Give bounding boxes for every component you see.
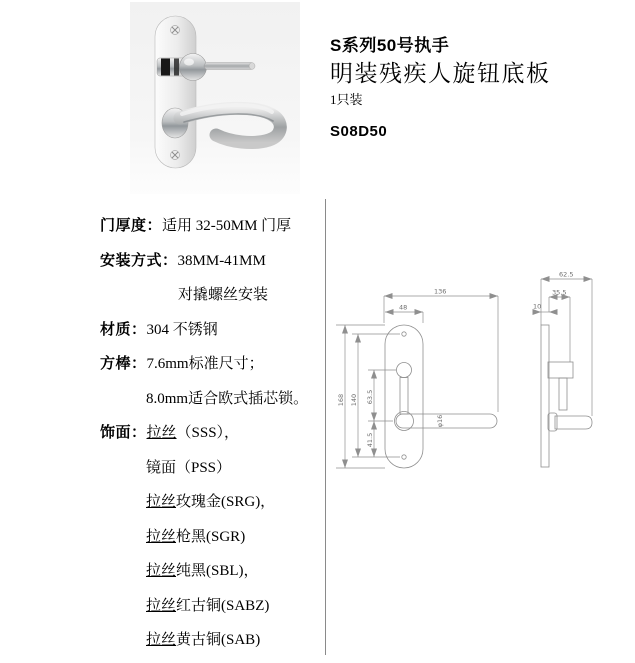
spec-value: 8.0mm适合欧式插芯锁。 — [146, 390, 309, 407]
spec-line-finish-sss — [100, 421, 335, 441]
side-view-outline — [541, 325, 592, 467]
spec-value: 38MM-41MM — [177, 252, 266, 269]
dim-plate-thickness: 10 — [533, 302, 542, 311]
title-block — [330, 36, 630, 141]
spec-value: 玫瑰金(SRG)， — [176, 494, 276, 510]
spec-value-underlined: 拉丝 — [146, 425, 177, 441]
spec-label: 饰面： — [100, 424, 147, 441]
pack-quantity: 1只装 — [330, 92, 363, 107]
front-view-outline — [385, 325, 497, 468]
spec-value-underlined: 拉丝 — [146, 494, 177, 510]
spec-label: 门厚度： — [100, 217, 163, 234]
spec-line-finish-pss — [100, 456, 335, 476]
spec-value: 纯黑(SBL)， — [176, 563, 259, 579]
spec-line-spindle — [100, 352, 335, 372]
photo-plate — [155, 16, 196, 168]
spec-label: 材质： — [100, 320, 147, 338]
spec-value: （SSS）， — [176, 425, 240, 441]
front-view-dimensions — [336, 296, 498, 468]
spec-line-finish-sgr — [100, 525, 335, 545]
spec-label: 方棒： — [100, 355, 147, 372]
dim-knob-to-handle: 63.5 — [366, 389, 374, 405]
spec-value: 7.6mm标准尺寸； — [146, 356, 264, 372]
spec-line-installation-cont — [100, 283, 335, 303]
spec-value-underlined: 拉丝 — [146, 528, 177, 545]
spec-line-installation — [100, 249, 335, 269]
spec-value-underlined: 拉丝 — [146, 597, 177, 614]
dim-screw-spacing: 140 — [350, 393, 358, 407]
spec-line-finish-sbl — [100, 559, 335, 579]
photo-screw-bottom — [171, 151, 180, 160]
spec-line-spindle-cont — [100, 387, 335, 407]
section-divider — [325, 199, 326, 655]
spec-value-underlined: 拉丝 — [146, 563, 177, 579]
photo-screw-top — [171, 26, 180, 35]
dim-total-height: 168 — [337, 393, 345, 407]
spec-line-material — [100, 318, 335, 338]
series-title: S系列50号执手 — [330, 36, 450, 55]
product-photo — [130, 2, 300, 194]
spec-value: 红古铜(SABZ) — [176, 597, 270, 614]
dim-total-width: 136 — [434, 287, 447, 296]
spec-value: 镜面（PSS） — [146, 459, 232, 476]
product-name: 明装残疾人旋钮底板 — [330, 61, 551, 86]
spec-value: 304 不锈钢 — [146, 321, 218, 338]
spec-line-finish-sabz — [100, 594, 335, 614]
dim-handle-diameter: φ16 — [436, 414, 444, 428]
technical-drawing — [330, 250, 600, 480]
spec-value: 枪黑(SGR) — [176, 528, 246, 545]
spec-value: 对撬螺丝安装 — [178, 287, 269, 303]
model-number: S08D50 — [330, 123, 388, 140]
spec-line-finish-srg — [100, 490, 335, 510]
dim-knob-projection: 35.5 — [552, 288, 567, 297]
dimension-drawing — [330, 250, 600, 480]
dim-handle-to-screw: 41.5 — [366, 432, 374, 448]
spec-value-underlined: 拉丝 — [146, 632, 177, 648]
spec-value: 适用 32-50MM 门厚 — [162, 218, 292, 234]
spec-label: 安装方式： — [100, 251, 178, 269]
spec-line-door-thickness — [100, 214, 335, 234]
door-handle-photo — [130, 2, 300, 194]
dim-plate-width: 48 — [399, 303, 408, 312]
dim-total-projection: 62.5 — [559, 270, 574, 279]
spec-value: 黄古铜(SAB) — [176, 632, 261, 648]
side-view-dimensions — [533, 279, 592, 416]
spec-list — [100, 214, 335, 663]
spec-line-finish-sab — [100, 628, 335, 648]
